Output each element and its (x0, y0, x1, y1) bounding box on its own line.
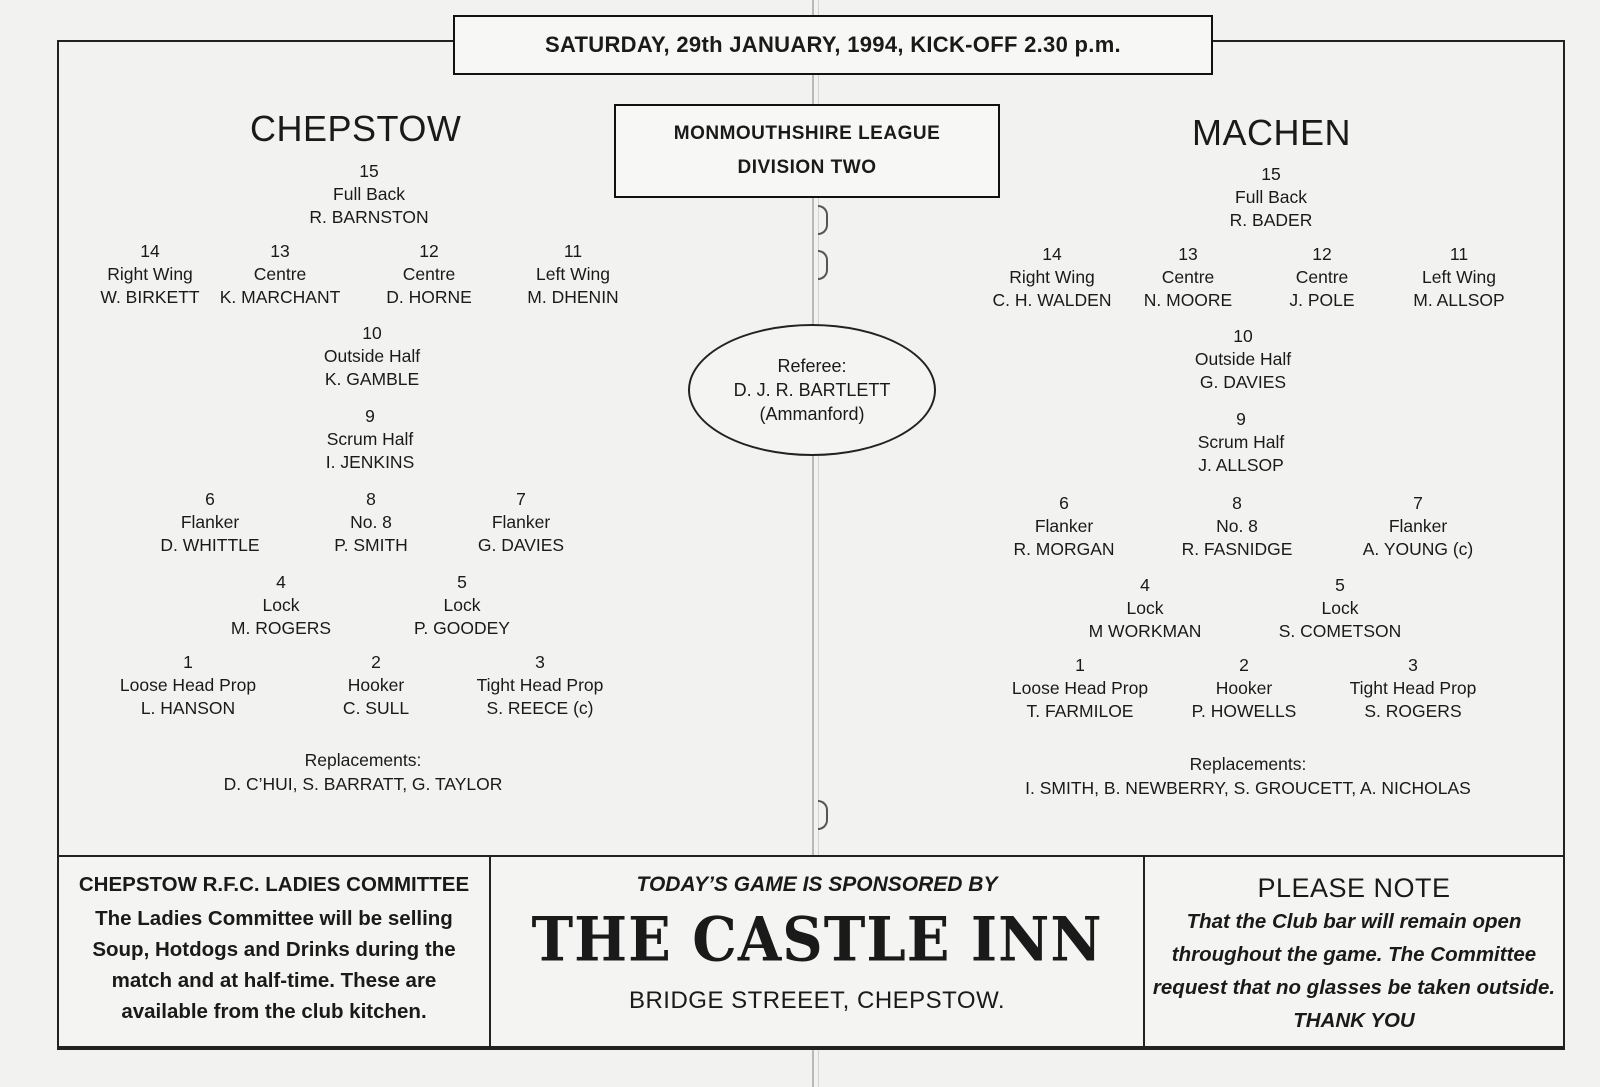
ladies-line: available from the club kitchen. (121, 1000, 427, 1023)
player-position: Lock (1321, 598, 1359, 618)
match-date-banner (453, 15, 1213, 75)
home-player-9 (326, 405, 415, 474)
player-number: 6 (1059, 493, 1069, 513)
note-line: That the Club bar will remain open (1186, 910, 1522, 933)
player-position: Full Back (1235, 187, 1307, 207)
player-position: No. 8 (350, 512, 392, 532)
player-position: Scrum Half (1197, 432, 1285, 452)
player-number: 1 (183, 652, 193, 672)
player-name: L. HANSON (140, 698, 236, 718)
player-name: W. BIRKETT (100, 287, 200, 307)
player-position: Outside Half (1194, 349, 1292, 369)
player-name: P. GOODEY (414, 618, 510, 638)
player-number: 12 (419, 241, 439, 261)
away-player-4 (1089, 574, 1202, 643)
note-title: PLEASE NOTE (1257, 873, 1451, 903)
player-name: D. WHITTLE (160, 535, 260, 555)
bottom-panels (57, 855, 1565, 1048)
player-number: 15 (359, 161, 379, 181)
home-player-6 (160, 488, 259, 557)
player-name: S. ROGERS (1364, 701, 1462, 721)
player-name: G. DAVIES (477, 535, 565, 555)
player-name: K. GAMBLE (324, 369, 420, 389)
player-number: 9 (365, 406, 375, 426)
home-replacements-label: Replacements: (304, 750, 422, 770)
player-number: 11 (563, 241, 583, 261)
ladies-line: The Ladies Committee will be selling (95, 907, 453, 930)
player-name: I. JENKINS (325, 452, 415, 472)
away-player-12 (1289, 243, 1354, 312)
note-line: throughout the game. The Committee (1171, 943, 1537, 966)
player-position: Full Back (333, 184, 405, 204)
player-name: T. FARMILOE (1026, 701, 1134, 721)
player-position: Left Wing (1422, 267, 1496, 287)
player-name: A. YOUNG (c) (1362, 539, 1474, 559)
away-player-1 (1012, 654, 1148, 723)
player-position: Left Wing (536, 264, 610, 284)
player-number: 9 (1236, 409, 1246, 429)
player-number: 10 (1233, 326, 1253, 346)
home-player-1 (120, 651, 256, 720)
player-number: 5 (1335, 575, 1345, 595)
player-number: 14 (140, 241, 160, 261)
player-number: 3 (1408, 655, 1418, 675)
player-name: C. SULL (342, 698, 410, 718)
referee-oval (688, 324, 936, 456)
away-player-7 (1363, 492, 1474, 561)
player-position: Right Wing (107, 264, 193, 284)
home-player-7 (478, 488, 564, 557)
league-name: MONMOUTHSHIRE LEAGUE (673, 123, 941, 144)
player-number: 15 (1261, 164, 1281, 184)
player-name: D. HORNE (386, 287, 472, 307)
please-note-panel (1143, 855, 1565, 1048)
away-player-3 (1350, 654, 1477, 723)
player-position: Loose Head Prop (119, 675, 257, 695)
match-date: SATURDAY, 29th JANUARY, 1994, KICK-OFF 2.30 p.m. (545, 32, 1121, 57)
player-number: 8 (1232, 493, 1242, 513)
home-player-2 (343, 651, 409, 720)
player-number: 13 (1178, 244, 1198, 264)
player-position: Outside Half (323, 346, 421, 366)
home-player-8 (334, 488, 408, 557)
player-position: Right Wing (1009, 267, 1095, 287)
player-number: 4 (1140, 575, 1150, 595)
player-name: P. SMITH (334, 535, 408, 555)
player-position: Flanker (180, 512, 240, 532)
ladies-line: Soup, Hotdogs and Drinks during the (92, 938, 456, 961)
player-number: 4 (276, 572, 286, 592)
home-player-5 (414, 571, 510, 640)
player-name: C. H. WALDEN (992, 290, 1112, 310)
home-team-name: CHEPSTOW (250, 108, 462, 149)
player-position: Flanker (1388, 516, 1448, 536)
away-replacements-label: Replacements: (1189, 754, 1307, 774)
away-player-8 (1182, 492, 1293, 561)
player-position: Loose Head Prop (1011, 678, 1149, 698)
away-player-11 (1413, 243, 1504, 312)
sponsor-name: THE CASTLE INN (531, 904, 1103, 976)
player-position: Flanker (491, 512, 551, 532)
player-number: 6 (205, 489, 215, 509)
away-player-9 (1198, 408, 1285, 477)
player-name: P. HOWELLS (1191, 701, 1297, 721)
player-position: Centre (1161, 267, 1215, 287)
player-number: 7 (1413, 493, 1423, 513)
player-number: 10 (362, 323, 382, 343)
player-position: Centre (1295, 267, 1349, 287)
player-name: S. REECE (c) (486, 698, 594, 718)
player-position: Tight Head Prop (1349, 678, 1477, 698)
home-replacements (224, 748, 503, 796)
player-name: K. MARCHANT (219, 287, 341, 307)
referee-name: D. J. R. BARTLETT (733, 380, 891, 400)
away-player-6 (1013, 492, 1114, 561)
player-number: 14 (1042, 244, 1062, 264)
sponsor-address: BRIDGE STREEET, CHEPSTOW. (628, 987, 1006, 1014)
player-position: Lock (262, 595, 300, 615)
home-player-11 (527, 240, 618, 309)
player-name: S. COMETSON (1278, 621, 1402, 641)
player-name: M. ROGERS (230, 618, 332, 638)
away-player-13 (1144, 243, 1232, 312)
player-position: Flanker (1034, 516, 1094, 536)
away-player-14 (993, 243, 1112, 312)
player-position: Lock (1126, 598, 1164, 618)
home-player-15 (309, 160, 428, 229)
sponsor-panel (489, 855, 1145, 1048)
home-player-4 (231, 571, 331, 640)
away-player-15 (1230, 163, 1313, 232)
player-position: Hooker (347, 675, 405, 695)
note-line: request that no glasses be taken outside. (1152, 976, 1556, 999)
player-number: 11 (1449, 244, 1469, 264)
home-player-10 (324, 322, 420, 391)
ladies-title: CHEPSTOW R.F.C. LADIES COMMITTEE (78, 873, 470, 896)
player-position: Centre (402, 264, 456, 284)
referee-origin: (Ammanford) (759, 404, 865, 424)
player-number: 2 (1239, 655, 1249, 675)
away-replacements-list: I. SMITH, B. NEWBERRY, S. GROUCETT, A. NICHOLAS (1025, 778, 1471, 798)
player-name: M WORKMAN (1088, 621, 1202, 641)
home-player-3 (477, 651, 604, 720)
player-number: 13 (270, 241, 290, 261)
player-name: M. DHENIN (527, 287, 619, 307)
player-position: Centre (253, 264, 307, 284)
player-number: 3 (535, 652, 545, 672)
player-position: No. 8 (1216, 516, 1258, 536)
away-replacements (1025, 752, 1471, 800)
player-name: R. FASNIDGE (1181, 539, 1293, 559)
player-name: N. MOORE (1143, 290, 1233, 310)
player-name: G. DAVIES (1199, 372, 1287, 392)
league-box (614, 104, 1000, 198)
home-player-12 (386, 240, 472, 309)
player-name: M. ALLSOP (1413, 290, 1505, 310)
league-division: DIVISION TWO (737, 157, 877, 178)
ladies-line: match and at half-time. These are (111, 969, 437, 992)
away-player-2 (1192, 654, 1297, 723)
player-position: Hooker (1215, 678, 1273, 698)
player-name: R. BADER (1229, 210, 1313, 230)
home-player-13 (220, 240, 341, 309)
referee-label: Referee: (777, 356, 847, 376)
player-name: J. ALLSOP (1198, 455, 1284, 475)
home-replacements-list: D. C’HUI, S. BARRATT, G. TAYLOR (223, 774, 503, 794)
player-name: R. MORGAN (1013, 539, 1115, 559)
player-position: Scrum Half (326, 429, 414, 449)
ladies-committee-panel (57, 855, 491, 1048)
away-player-5 (1279, 574, 1402, 643)
player-name: J. POLE (1289, 290, 1355, 310)
note-line: THANK YOU (1293, 1009, 1415, 1032)
player-number: 1 (1075, 655, 1085, 675)
player-number: 12 (1312, 244, 1332, 264)
player-number: 7 (516, 489, 526, 509)
player-position: Lock (443, 595, 481, 615)
player-name: R. BARNSTON (309, 207, 429, 227)
player-number: 8 (366, 489, 376, 509)
home-player-14 (100, 240, 199, 309)
away-team-name: MACHEN (1192, 112, 1352, 153)
player-number: 2 (371, 652, 381, 672)
player-position: Tight Head Prop (476, 675, 604, 695)
away-player-10 (1195, 325, 1291, 394)
sponsor-title: TODAY’S GAME IS SPONSORED BY (636, 873, 998, 896)
player-number: 5 (457, 572, 467, 592)
